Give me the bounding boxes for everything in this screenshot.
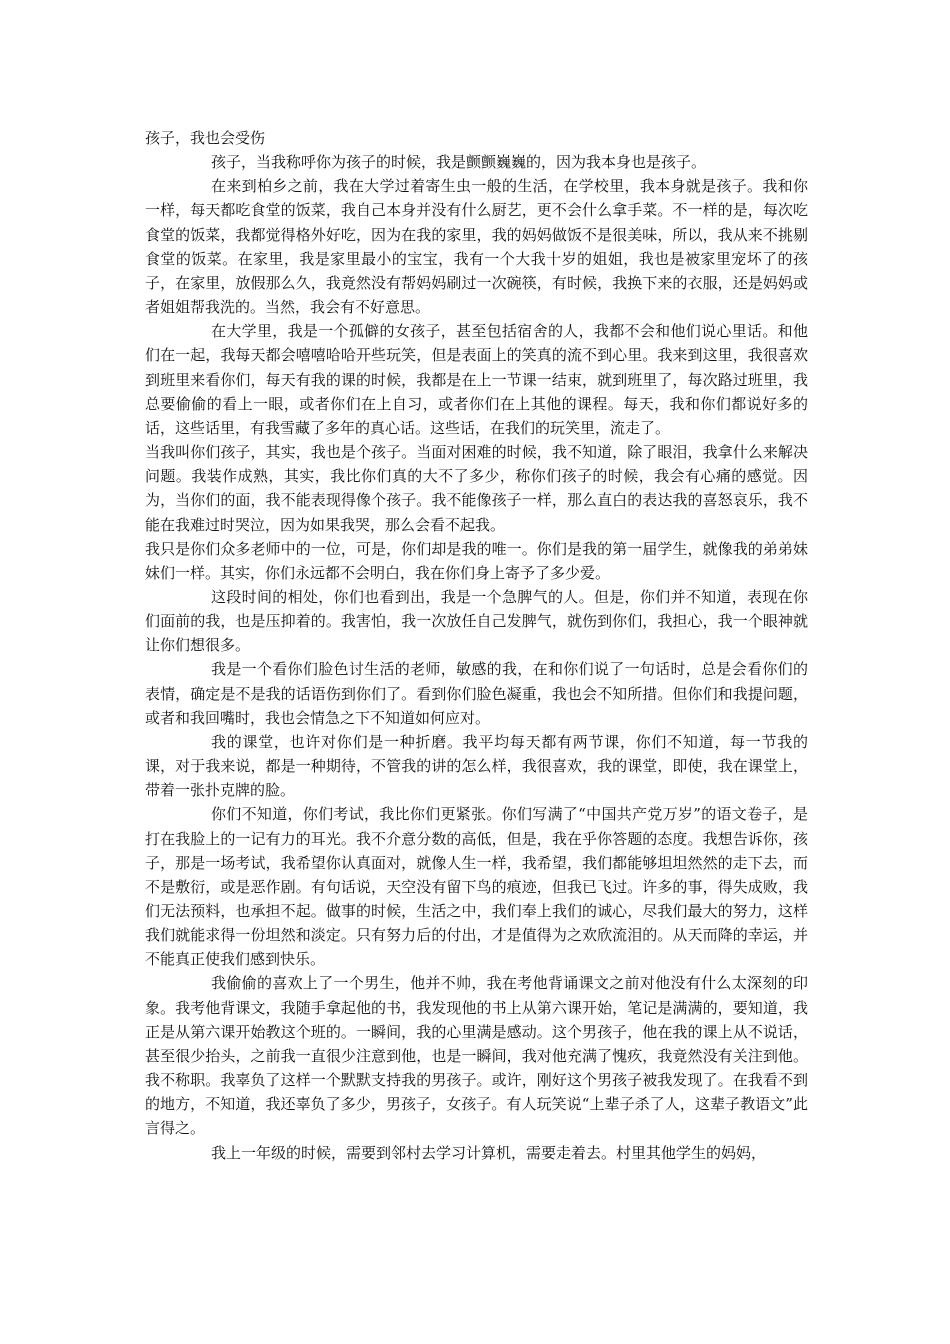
paragraph: 这段时间的相处，你们也看到出，我是一个急脾气的人。但是，你们并不知道，表现在你们面前的我，也是压抑着的。我害怕，我一次放任自己发脾气，就伤到你们，我担心，我一个眼神就让你们想很多。 [145,587,808,655]
paragraph: 在来到柏乡之前，我在大学过着寄生虫一般的生活，在学校里，我本身就是孩子。我和你一样，每天都吃食堂的饭菜，我自己本身并没有什么厨艺，更不会什么拿手菜。不一样的是，每次吃食堂的饭菜，我都觉得格外好吃，因为在我的家里，我的妈妈做饭不是很美味，所以，我从来不挑剔食堂的饭菜。在家里，我是家里最小的宝宝，我有一个大我十岁的姐姐，我也是被家里宠坏了的孩子，在家里，放假那么久，我竟然没有帮妈妈刷过一次碗筷，有时候，我换下来的衣服，还是妈妈或者姐姐帮我洗的。当然，我会有不好意思。 [145,177,808,317]
document-title: 孩子，我也会受伤 [145,129,266,147]
paragraph: 我的课堂，也许对你们是一种折磨。我平均每天都有两节课，你们不知道，每一节我的课，对于我来说，都是一种期待，不管我的讲的怎么样，我很喜欢，我的课堂，即使，我在课堂上，带着一张扑克牌的脸。 [145,732,808,800]
paragraph: 你们不知道，你们考试，我比你们更紧张。你们写满了“中国共产党万岁”的语文卷子，是打在我脸上的一记有力的耳光。我不介意分数的高低，但是，我在乎你答题的态度。我想告诉你，孩子，那是一场考试，我希望你认真面对，就像人生一样，我希望，我们都能够坦坦然然的走下去，而不是敷衍，或是恶作剧。有句话说，天空没有留下鸟的痕迹，但我已飞过。许多的事，得失成败，我们无法预料，也承担不起。做事的时候，生活之中，我们奉上我们的诚心，尽我们最大的努力，这样我们就能求得一份坦然和淡定。只有努力后的付出，才是值得为之欢欣流泪的。从天而降的幸运，并不能真正使我们感到快乐。 [145,805,808,969]
paragraph: 我是一个看你们脸色讨生活的老师，敏感的我，在和你们说了一句话时，总是会看你们的表情，确定是不是我的话语伤到你们了。看到你们脸色凝重，我也会不知所措。但你们和我提问题，或者和我回嘴时，我也会情急之下不知道如何应对。 [145,660,808,727]
paragraph: 我偷偷的喜欢上了一个男生，他并不帅，我在考他背诵课文之前对他没有什么太深刻的印象。我考他背课文，我随手拿起他的书，我发现他的书上从第六课开始，笔记是满满的，要知道，我正是从第六课开始教这个班的。一瞬间，我的心里满是感动。这个男孩子，他在我的课上从不说话，甚至很少抬头，之前我一直很少注意到他，也是一瞬间，我对他充满了愧疚，我竟然没有关注到他。我不称职。我辜负了这样一个默默支持我的男孩子。或许，刚好这个男孩子被我发现了。在我看不到的地方，不知道，我还辜负了多少，男孩子，女孩子。有人玩笑说“上辈子杀了人，这辈子教语文”此言得之。 [145,974,808,1138]
document-body [145,126,808,1165]
paragraph: 当我叫你们孩子，其实，我也是个孩子。当面对困难的时候，我不知道，除了眼泪，我拿什么来解决问题。我装作成熟，其实，我比你们真的大不了多少，称你们孩子的时候，我会有心痛的感觉。因为，当你们的面，我不能表现得像个孩子。我不能像孩子一样，那么直白的表达我的喜怒哀乐，我不能在我难过时哭泣，因为如果我哭，那么会看不起我。 [145,443,808,534]
paragraph: 孩子，当我称呼你为孩子的时候，我是颤颤巍巍的，因为我本身也是孩子。 [211,153,707,172]
paragraph: 在大学里，我是一个孤僻的女孩子，甚至包括宿舍的人，我都不会和他们说心里话。和他们在一起，我每天都会嘻嘻哈哈开些玩笑，但是表面上的笑真的流不到心里。我来到这里，我很喜欢到班里来看你们，每天有我的课的时候，我都是在上一节课一结束，就到班里了，每次路过班里，我总要偷偷的看上一眼，或者你们在上自习，或者你们在上其他的课程。每天，我和你们都说好多的话，这些话里，有我雪藏了多年的真心话。这些话，在我们的玩笑里，流走了。 [145,322,808,437]
paragraph: 我只是你们众多老师中的一位，可是，你们却是我的唯一。你们是我的第一届学生，就像我的弟弟妹妹们一样。其实，你们永远都不会明白，我在你们身上寄予了多少爱。 [145,539,808,582]
paragraph: 我上一年级的时候，需要到邻村去学习计算机，需要走着去。村里其他学生的妈妈， [211,1143,767,1162]
